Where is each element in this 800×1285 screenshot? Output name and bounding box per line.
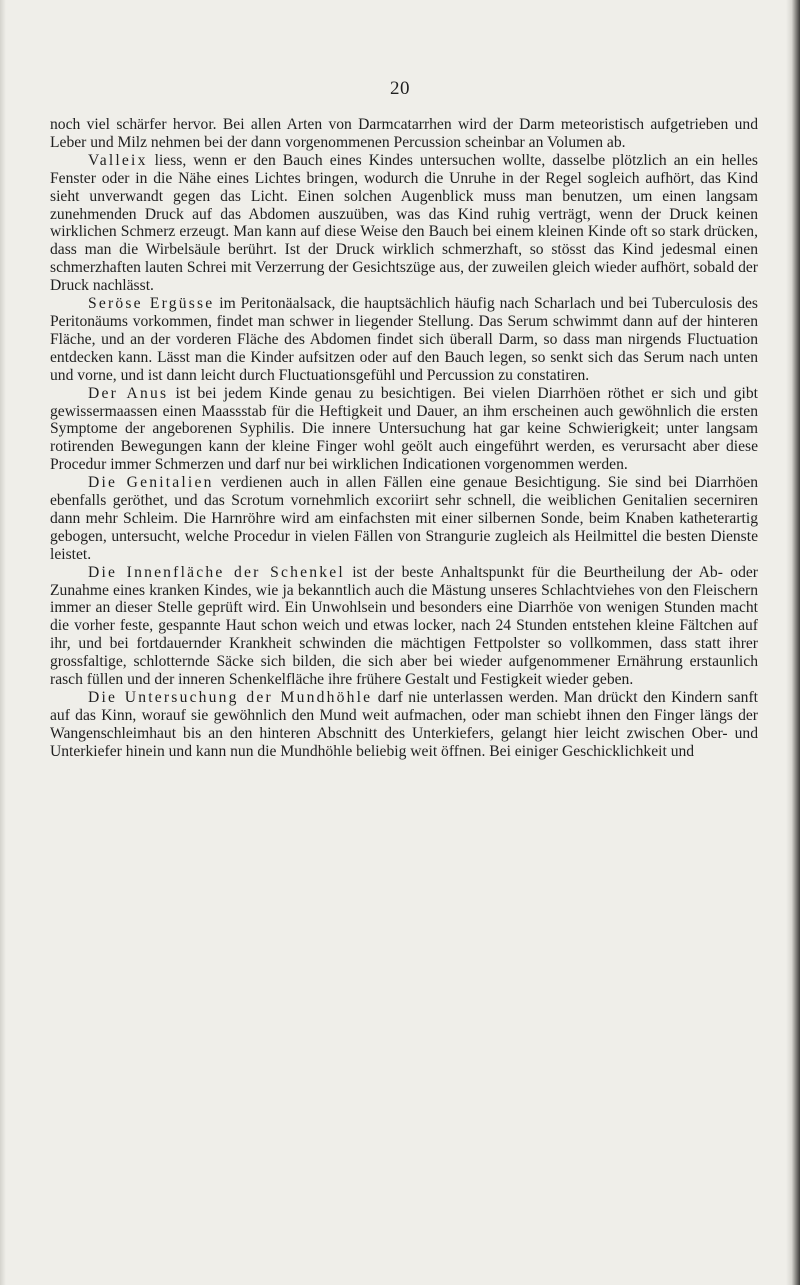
paragraph-genitalien-lead: Die Genitalien	[88, 474, 214, 492]
page-number: 20	[390, 78, 410, 99]
paragraph-anus-lead: Der Anus	[88, 384, 169, 402]
paragraph-genitalien-text: verdienen auch in allen Fällen eine genaue Besichtigung. Sie sind bei Diarrhöen ebenfalls geröthet, und das Scrotum vornehmlich excoriirt sehr schnell, die weiblichen Genitalien secerniren dann mehr Schleim. Die Harnröhre wird am einfachsten mit einer silbernen Sonde, beim Knaben katheterartig gebogen, untersucht, welche Procedur in vielen Fällen von Strangurie zugleich als Heilmittel die besten Dienste leistet.	[50, 474, 759, 563]
paragraph-mundhoehle-text: darf nie unterlassen werden. Man drückt den Kindern sanft auf das Kinn, worauf sie gewöhnlich den Mund weit aufmachen, oder man schiebt ihnen den Finger längs der Wangenschleimhaut bis an den hinteren Abschnitt des Unterkiefers, gelangt hier leicht zwischen Ober- und Unterkiefer hinein und kann nun die Mundhöhle beliebig weit öffnen. Bei einiger Geschicklichkeit und	[50, 689, 758, 760]
paragraph-anus-text: ist bei jedem Kinde genau zu besichtigen. Bei vielen Diarrhöen röthet er sich und gibt gewissermaassen einen Maassstab für die Heftigkeit und Dauer, an ihm erscheinen auch gewöhnlich die ersten Symptome der angeborenen Syphilis. Die innere Untersuchung hat gar keine Schwierigkeit; unter langsam rotirenden Bewegungen kann der kleine Finger wohl geölt auch eingeführt werden, es verursacht aber diese Procedur immer Schmerzen und darf nur bei wirklichen Indicationen vorgenommen werden.	[50, 384, 758, 474]
paragraph-valleix	[50, 152, 758, 295]
paragraph-schenkel-lead: Die Innenfläche der Schenkel	[88, 563, 345, 581]
paragraph-mundhoehle	[50, 689, 758, 761]
paragraph-seroese-ergüsse-lead: Seröse Ergüsse	[88, 295, 215, 313]
paragraph-schenkel	[50, 564, 758, 689]
paragraph-mundhoehle-lead: Die Untersuchung der Mundhöhle	[88, 689, 373, 706]
paragraph-schenkel-text: ist der beste Anhaltspunkt für die Beurtheilung der Ab- oder Zunahme eines kranken Kindes, wie ja bekanntlich auch die Mästung unseres Schlachtviehes von den Fleischern immer an dieser Stelle geprüft wird. Ein Unwohlsein und besonders eine Diarrhöe von wenigen Stunden macht die vorher feste, gespannte Haut schon weich und etwas locker, nach 24 Stunden entstehen kleine Fältchen auf ihr, und bei fortdauernder Krankheit schwinden die mächtigen Fettpolster so vollkommen, dass statt ihrer grossfaltige, schlotternde Säcke sich bilden, die sich aber bei wieder aufgenommener Ernährung erstaunlich rasch füllen und der inneren Schenkelfläche ihre frühere Gestalt und Festigkeit wieder geben.	[50, 563, 758, 689]
paragraph-seroese-ergüsse	[50, 295, 758, 385]
paragraph-genitalien	[50, 474, 758, 564]
book-binding-edge	[786, 0, 800, 1285]
paragraph-valleix-lead: Valleix	[88, 151, 148, 169]
paragraph-valleix-text: liess, wenn er den Bauch eines Kindes untersuchen wollte, dasselbe plötzlich an ein helles Fenster oder in die Nähe eines Lichtes bringen, wodurch die Unruhe in der Regel sogleich aufhört, das Kind sieht unverwandt gegen das Licht. Einen solchen Augenblick muss man benutzen, um einen langsam zunehmenden Druck auf das Abdomen auszuüben, was das Kind ruhig verträgt, wenn der Druck keinen wirklichen Schmerz erzeugt. Man kann auf diese Weise den Bauch bei einem kleinen Kinde oft so stark drücken, dass man die Wirbelsäule berührt. Ist der Druck wirklich schmerzhaft, so stösst das Kind jedesmal einen schmerzhaften lauten Schrei mit Verzerrung der Gesichtszüge aus, der zuweilen gleich wieder aufhört, sobald der Druck nachlässt.	[50, 151, 758, 295]
page-left-edge	[0, 0, 6, 1285]
paragraph-1-text: noch viel schärfer hervor. Bei allen Arten von Darmcatarrhen wird der Darm meteoristisch aufgetrieben und Leber und Milz nehmen bei der dann vorgenommenen Percussion scheinbar an Volumen ab.	[50, 116, 758, 151]
paragraph-1	[50, 116, 758, 152]
body-text	[50, 116, 758, 761]
paragraph-anus	[50, 385, 758, 475]
paragraph-seroese-ergüsse-text: im Peritonäalsack, die hauptsächlich häufig nach Scharlach und bei Tuberculosis des Peritonäums vorkommen, findet man schwer in liegender Stellung. Das Serum schwimmt dann auf der hinteren Fläche, und an der vorderen Fläche des Abdomen findet sich überall Darm, so dass man nirgends Fluctuation entdecken kann. Lässt man die Kinder aufsitzen oder auf den Bauch legen, so senkt sich das Serum nach unten und vorne, und ist dann leicht durch Fluctuationsgefühl und Percussion zu constatiren.	[50, 295, 758, 384]
